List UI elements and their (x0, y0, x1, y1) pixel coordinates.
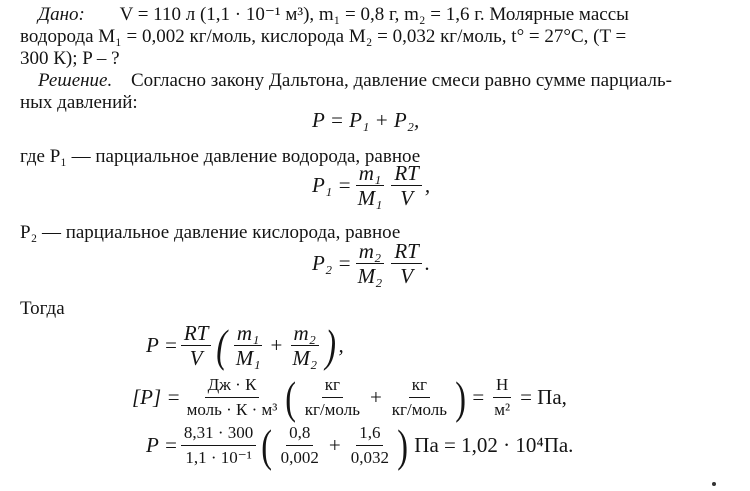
p-tail: , (338, 333, 344, 357)
p1-frac-mass (355, 162, 386, 209)
p2-tail: . (424, 251, 431, 275)
given-values-1: V = 110 л (1,1 · 10⁻¹ м³), m₁ = 0,8 г, m₂ = 1,6 г. Молярные массы (119, 4, 629, 25)
units-num-main: Дж · К (205, 374, 260, 398)
p-frac-1 (233, 322, 264, 369)
units-formula (132, 371, 567, 423)
dalton-equation: P = P₁ + P₂, (312, 108, 420, 132)
solution-line-1 (38, 70, 672, 92)
numeric-frac-2 (348, 422, 392, 469)
where-p1-text: где P₁ — парциальное давление водорода, равное (20, 146, 421, 167)
p1-formula (312, 162, 430, 209)
numeric-lhs: P = (146, 433, 178, 457)
p2-num-rt: RT (391, 240, 422, 264)
p-den-M1: M₁ (235, 346, 261, 370)
units-num-2: кг (409, 374, 430, 398)
p-plus: + (270, 333, 283, 357)
p1-lhs: P₁ = (312, 173, 352, 197)
numeric-num-1: 0,8 (286, 422, 313, 446)
numeric-den-1: 0,002 (280, 448, 319, 467)
numeric-right-paren: ) (397, 419, 408, 471)
p1-tail: , (424, 173, 431, 197)
p1-den-mass: M₁ (357, 186, 383, 210)
numeric-tail: Па = 1,02 · 10⁴Па. (414, 433, 574, 457)
units-tail: = Па, (520, 385, 567, 409)
p2-frac-rtv (391, 240, 422, 287)
p2-lhs: P₂ = (312, 251, 352, 275)
units-eq: = (472, 385, 485, 409)
numeric-left-paren: ( (261, 419, 273, 471)
numeric-den-2: 0,032 (350, 448, 389, 467)
p-num-m2: m₂ (291, 322, 319, 346)
p2-text: P₂ — парциальное давление кислорода, равное (20, 222, 401, 243)
p-num-rt: RT (181, 322, 212, 346)
p-frac-rtv (181, 322, 212, 369)
given-line-1 (38, 4, 629, 26)
units-den-main: моль · К · м³ (186, 400, 278, 419)
p2-den-v: V (400, 264, 414, 288)
p-den-M2: M₂ (292, 346, 318, 370)
p-formula (146, 319, 344, 371)
p1-den-v: V (400, 186, 414, 210)
p-frac-2 (289, 322, 320, 369)
units-den-2: кг/моль (391, 400, 448, 419)
p-lhs: P = (146, 333, 178, 357)
units-frac-2 (389, 374, 450, 421)
p2-den-mass: M₂ (357, 264, 383, 288)
p-left-paren: ( (216, 319, 228, 371)
given-line-2: водорода M₁ = 0,002 кг/моль, кислорода M₂ = 0,032 кг/моль, t° = 27°C, (T = (20, 26, 627, 47)
units-num-newton: Н (493, 374, 511, 398)
numeric-frac-1 (278, 422, 322, 469)
numeric-plus: + (328, 433, 341, 457)
numeric-frac-main (181, 422, 256, 469)
units-num-1: кг (322, 374, 343, 398)
units-den-1: кг/моль (304, 400, 360, 419)
p1-num-mass: m₁ (356, 162, 384, 186)
then-text: Тогда (20, 298, 65, 319)
p-right-paren: ) (325, 319, 337, 371)
p-num-m1: m₁ (234, 322, 262, 346)
numeric-num-main: 8,31 · 300 (181, 422, 256, 446)
solution-line-2: ных давлений: (20, 92, 138, 113)
given-label: Дано: (38, 4, 85, 25)
numeric-formula (146, 419, 574, 471)
units-right-paren: ) (455, 371, 467, 423)
units-lhs: [P] = (132, 385, 181, 409)
solution-intro-text: Согласно закону Дальтона, давление смеси равно сумме парциаль- (131, 70, 672, 91)
units-frac-1 (302, 374, 363, 421)
units-frac-newton (491, 374, 513, 421)
numeric-num-2: 1,6 (356, 422, 383, 446)
p2-num-mass: m₂ (356, 240, 384, 264)
scan-dot (712, 482, 716, 486)
p1-frac-rtv (391, 162, 422, 209)
units-den-m2: м² (494, 400, 511, 419)
units-plus: + (369, 385, 382, 409)
units-frac-main (184, 374, 281, 421)
solution-label: Решение. (38, 70, 113, 91)
p2-formula (312, 240, 430, 287)
p1-num-rt: RT (391, 162, 422, 186)
numeric-den-main: 1,1 · 10⁻¹ (185, 448, 252, 467)
units-left-paren: ( (285, 371, 297, 423)
p-den-v: V (189, 346, 203, 370)
p2-frac-mass (355, 240, 386, 287)
given-line-3: 300 К); P – ? (20, 48, 120, 69)
